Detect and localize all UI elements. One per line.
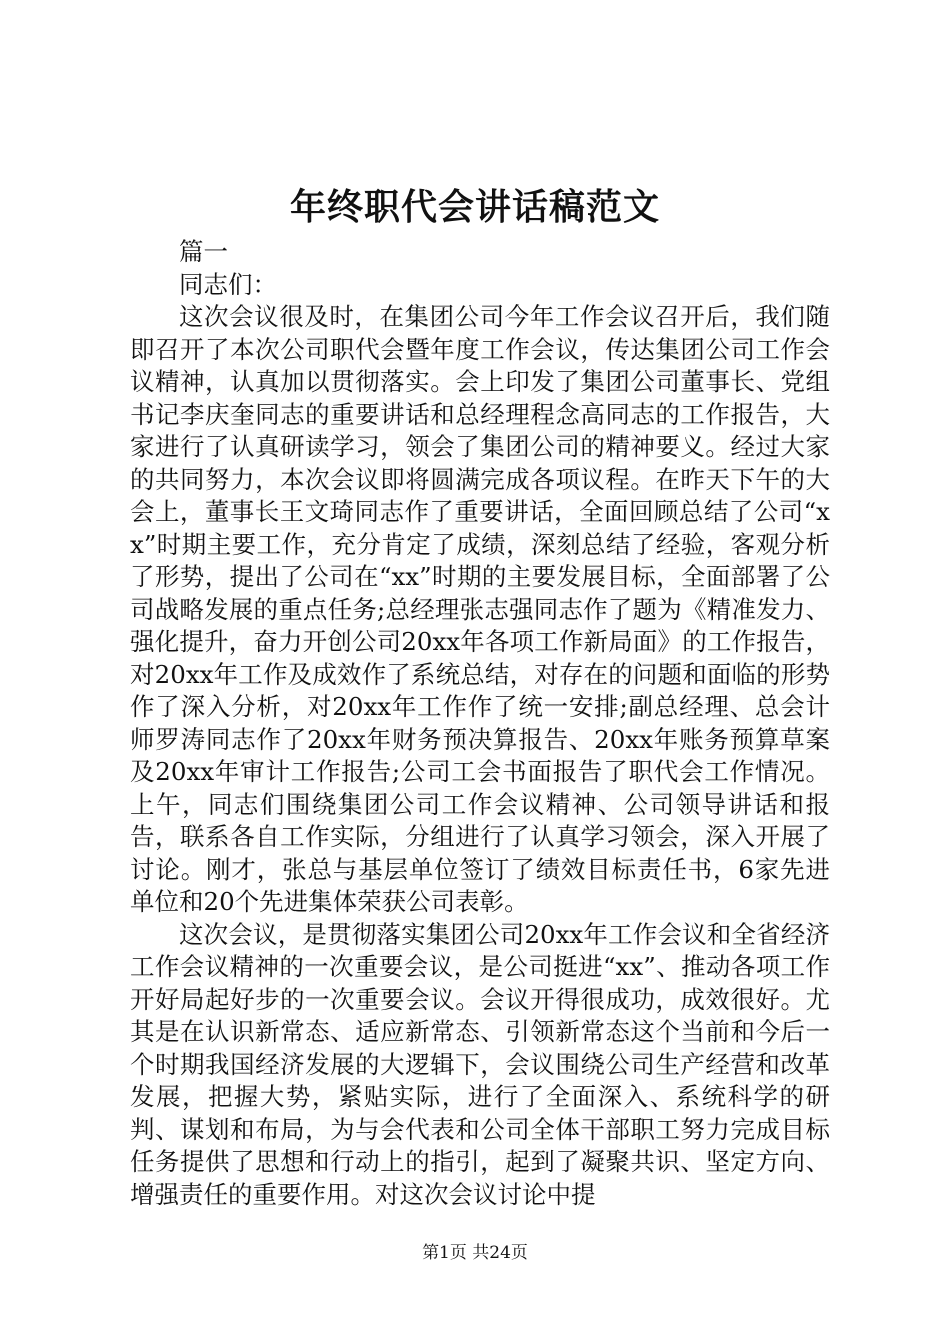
- document-body: [130, 236, 830, 1211]
- body-paragraph-2: 这次会议，是贯彻落实集团公司20xx年工作会议和全省经济工作会议精神的一次重要会议，是公司挺进“xx”、推动各项工作开好局起好步的一次重要会议。会议开得很成功，成效很好。尤其是在认识新常态、适应新常态、引领新常态这个当前和今后一个时期我国经济发展的大逻辑下，会议围绕公司生产经营和改革发展，把握大势，紧贴实际，进行了全面深入、系统科学的研判、谋划和布局，为与会代表和公司全体干部职工努力完成目标任务提供了思想和行动上的指引，起到了凝聚共识、坚定方向、增强责任的重要作用。对这次会议讨论中提: [130, 919, 830, 1209]
- salutation: 同志们：: [179, 269, 277, 299]
- body-paragraph-1: 这次会议很及时，在集团公司今年工作会议召开后，我们随即召开了本次公司职代会暨年度工作会议，传达集团公司工作会议精神，认真加以贯彻落实。会上印发了集团公司董事长、党组书记李庆奎同志的重要讲话和总经理程念高同志的工作报告，大家进行了认真研读学习，领会了集团公司的精神要义。经过大家的共同努力，本次会议即将圆满完成各项议程。在昨天下午的大会上，董事长王文琦同志作了重要讲话，全面回顾总结了公司“xx”时期主要工作，充分肯定了成绩，深刻总结了经验，客观分析了形势，提出了公司在“xx”时期的主要发展目标，全面部署了公司战略发展的重点任务;总经理张志强同志作了题为《精准发力、强化提升，奋力开创公司20xx年各项工作新局面》的工作报告，对20xx年工作及成效作了系统总结，对存在的问题和面临的形势作了深入分析，对20xx年工作作了统一安排;副总经理、总会计师罗涛同志作了20xx年财务预决算报告、20xx年账务预算草案及20xx年审计工作报告;公司工会书面报告了职代会工作情况。上午，同志们围绕集团公司工作会议精神、公司领导讲话和报告，联系各自工作实际，分组进行了认真学习领会，深入开展了讨论。刚才，张总与基层单位签订了绩效目标责任书，6家先进单位和20个先进集体荣获公司表彰。: [130, 302, 830, 916]
- page-number-footer: 第1页 共24页: [422, 1243, 528, 1263]
- document-title: 年终职代会讲话稿范文: [289, 186, 660, 228]
- section-heading: 篇一: [179, 237, 228, 266]
